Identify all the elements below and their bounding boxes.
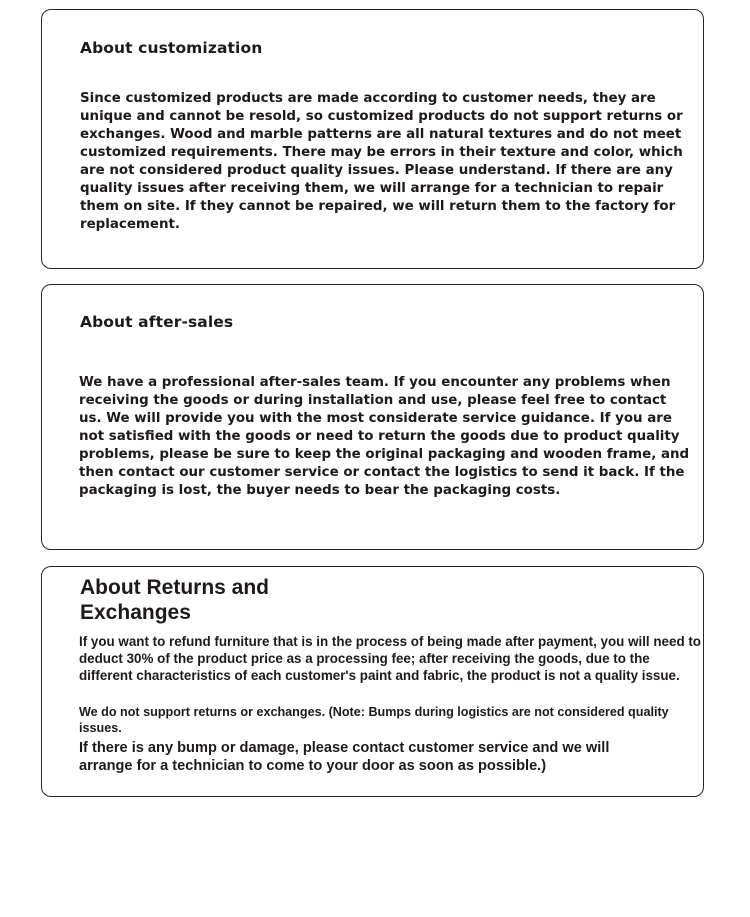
returns-title: About Returns and Exchanges: [80, 576, 269, 624]
after-sales-text: We have a professional after-sales team. If you encounter any problems when receiving the goods or during installation and use, please feel free to contact us. We will provide you with the most considerate service guidance. If you are not satisfied with the goods or need to return the goods due to product quality problems, please be sure to keep the original packaging and wooden frame, and then contact our customer service or contact the logistics to send it back. If the packaging is lost, the buyer needs to bear the packaging costs.: [79, 375, 690, 498]
returns-card: [41, 566, 704, 797]
after-sales-card: [41, 284, 704, 550]
returns-policy-text: We do not support returns or exchanges. (Note: Bumps during logistics are not considered quality issues.: [79, 705, 669, 735]
customization-title: About customization: [80, 39, 263, 57]
after-sales-title: About after-sales: [80, 313, 234, 331]
returns-refund-text: If you want to refund furniture that is in the process of being made after payment, you will need to deduct 30% of the product price as a processing fee; after receiving the goods, due to the different characteristics of each customer's paint and fabric, the product is not a quality issue.: [79, 634, 701, 683]
customization-text: Since customized products are made according to customer needs, they are unique and cannot be resold, so customized products do not support returns or exchanges. Wood and marble patterns are all natural textures and do not meet customized requirements. There may be errors in their texture and color, which are not considered product quality issues. Please understand. If there are any quality issues after receiving them, we will arrange for a technician to repair them on site. If they cannot be repaired, we will return them to the factory for replacement.: [80, 91, 683, 232]
customization-card: [41, 9, 704, 269]
returns-damage-text: If there is any bump or damage, please contact customer service and we will arrange for a technician to come to your door as soon as possible.): [79, 740, 610, 774]
